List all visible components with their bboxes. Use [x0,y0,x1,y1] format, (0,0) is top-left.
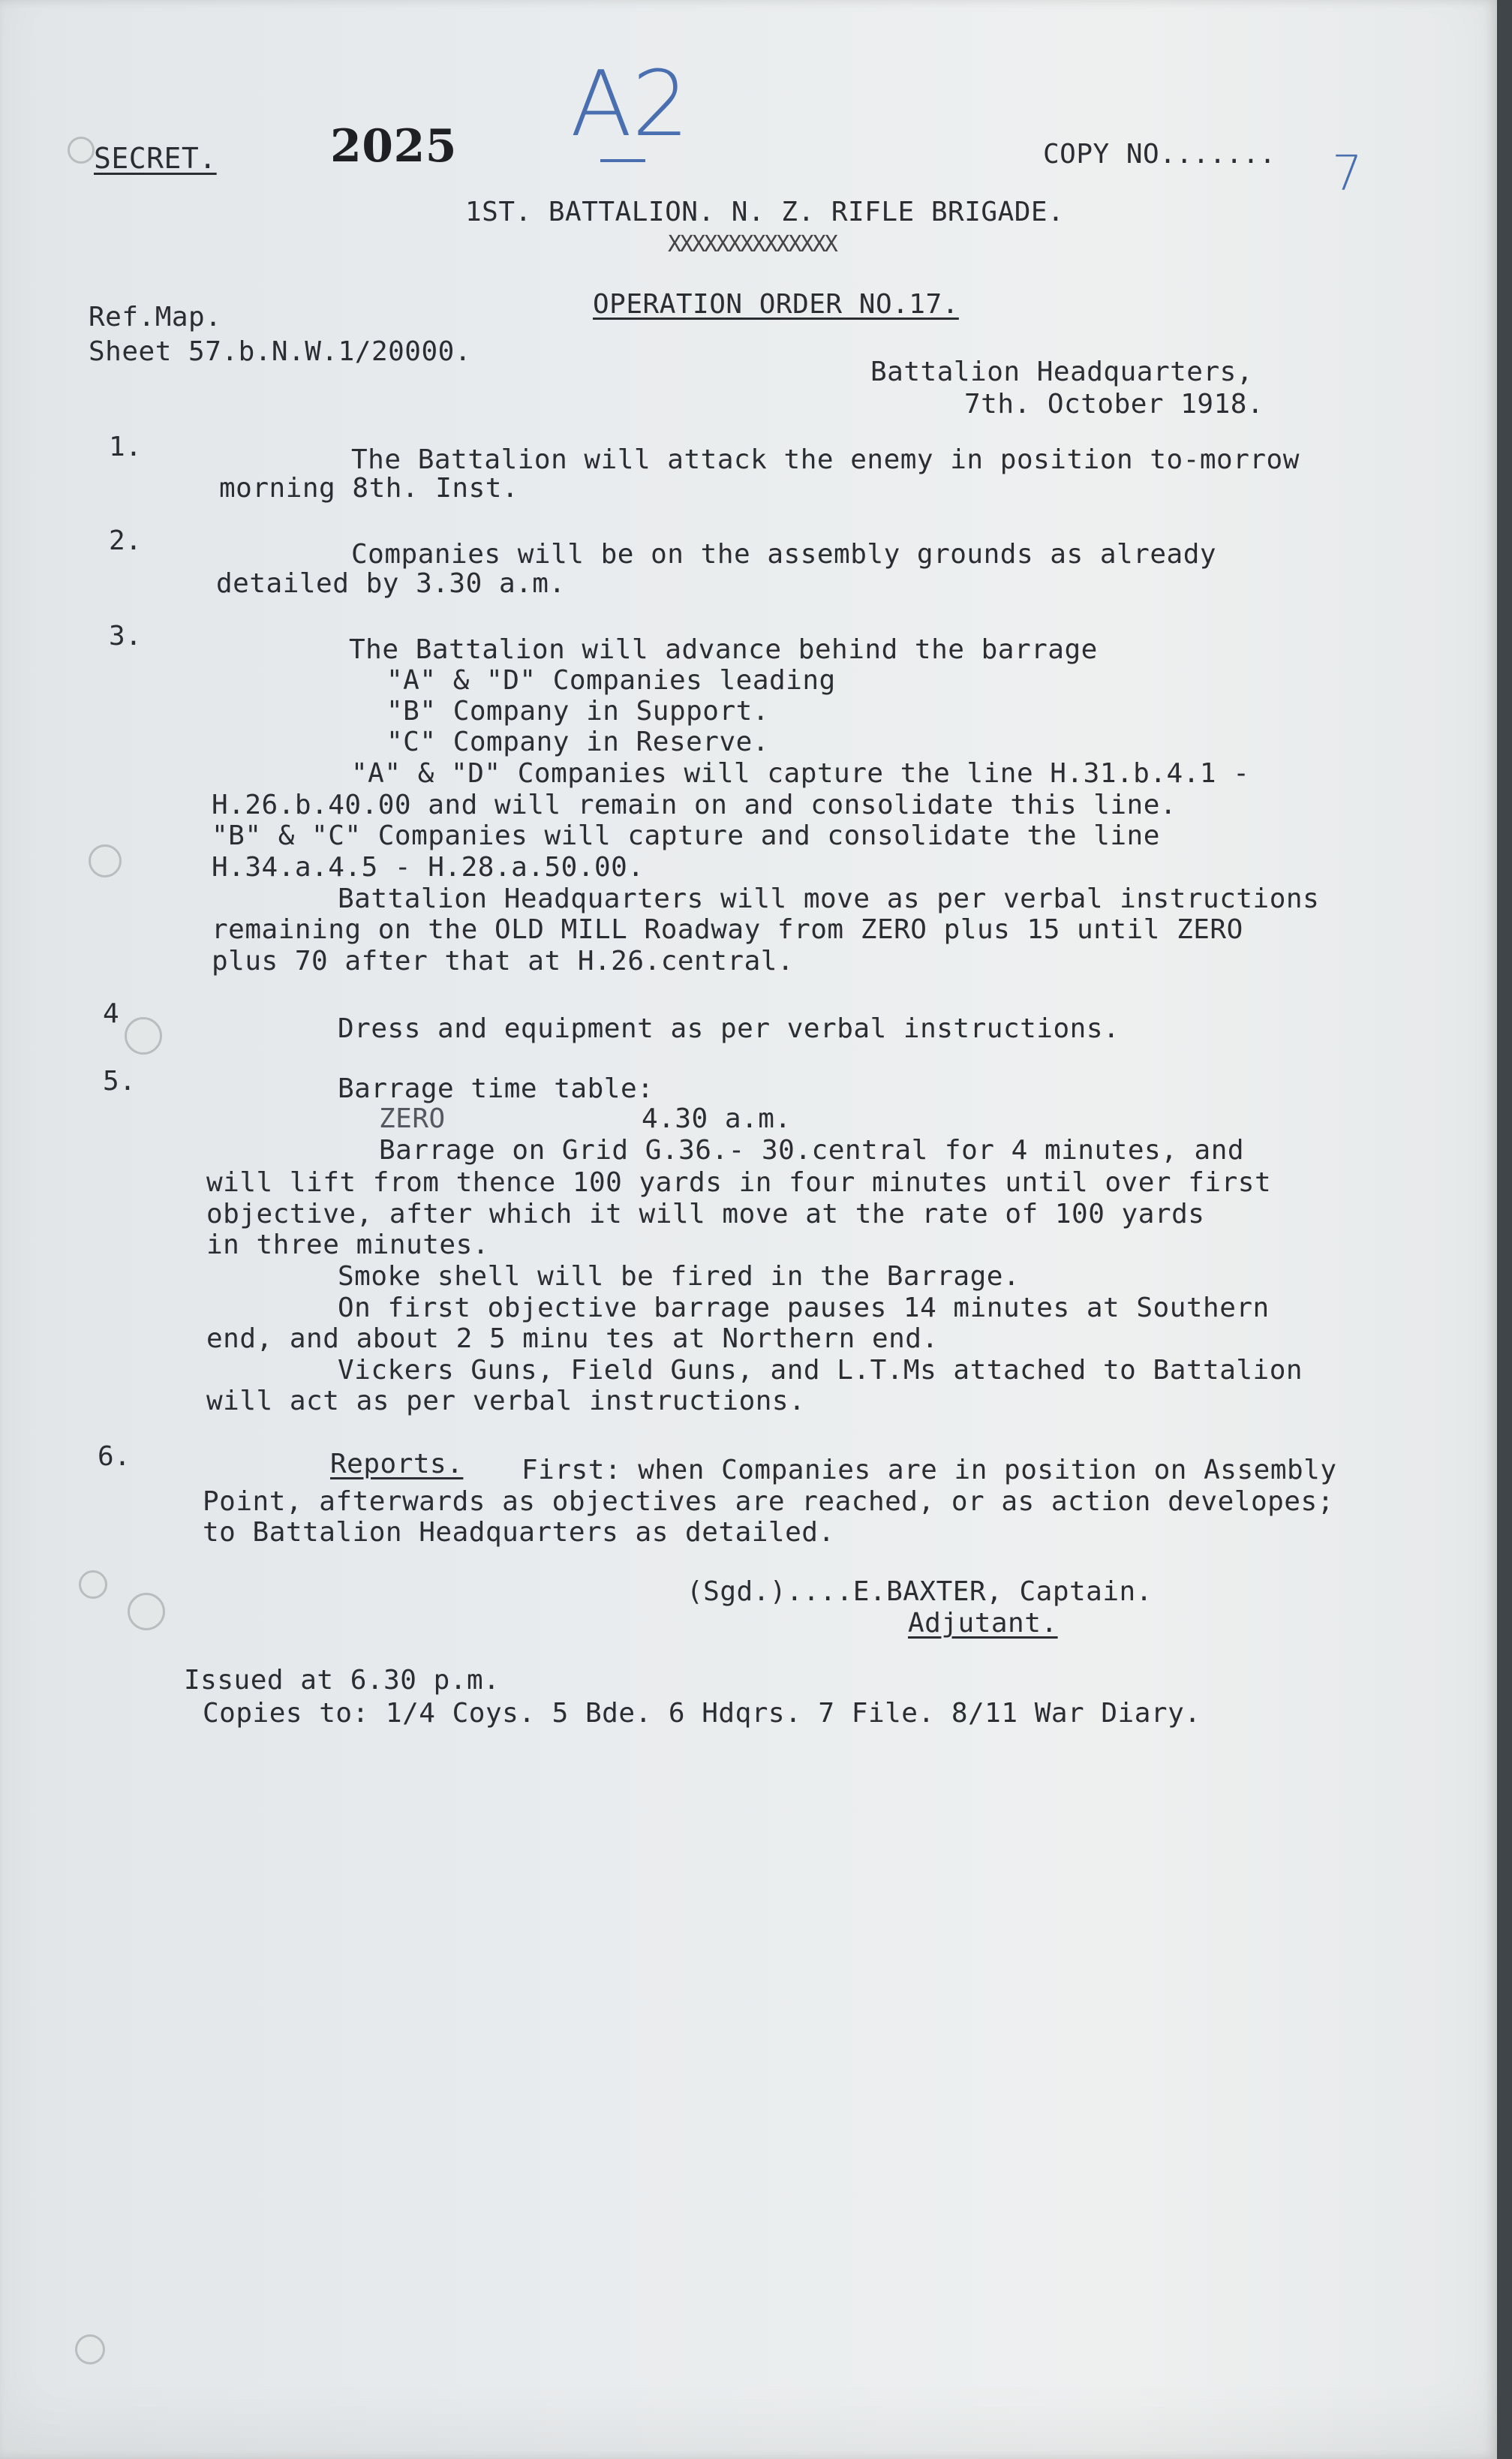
para-5-zero-label: ZERO [379,1103,446,1134]
para-3-line: "B" Company in Support. [386,696,769,727]
para-2-line: detailed by 3.30 a.m. [216,568,566,599]
para-3-line: "C" Company in Reserve. [386,727,769,757]
hq-location: Battalion Headquarters, [870,357,1253,387]
punch-hole-mark [79,1570,107,1599]
para-4-number: 4 [103,998,120,1029]
para-3-line: "A" & "D" Companies leading [386,665,836,696]
para-5-line: end, and about 2 5 minu tes at Northern end. [206,1323,939,1354]
para-5-line: will lift from thence 100 yards in four minutes until over first [206,1167,1272,1198]
para-3-number: 3. [109,621,143,652]
secret-label: SECRET. [94,142,217,175]
ref-map-sheet: Sheet 57.b.N.W.1/20000. [89,336,471,367]
document-number: 2025 [330,120,457,173]
ref-map-label: Ref.Map. [89,302,222,333]
order-date: 7th. October 1918. [964,389,1264,420]
unit-title: 1ST. BATTALION. N. Z. RIFLE BRIGADE. [465,197,1065,227]
punch-hole-mark [125,1017,162,1055]
para-5-line: On first objective barrage pauses 14 minutes at Southern [338,1293,1270,1323]
para-6-number: 6. [98,1441,131,1472]
para-5-line: Vickers Guns, Field Guns, and L.T.Ms attached to Battalion [338,1355,1303,1386]
para-6-line: Point, afterwards as objectives are reached, or as action developes; [203,1486,1334,1517]
para-5-line: in three minutes. [206,1230,489,1260]
copy-number-label: COPY NO....... [1043,139,1276,170]
para-5-line: will act as per verbal instructions. [206,1386,806,1416]
order-title: OPERATION ORDER NO.17. [593,289,959,320]
para-3-line: The Battalion will advance behind the barrage [349,634,1098,665]
para-3-line: "A" & "D" Companies will capture the line H.31.b.4.1 - [351,758,1250,789]
para-5-line: Smoke shell will be fired in the Barrage. [338,1261,1021,1292]
para-1-line: morning 8th. Inst. [219,473,519,504]
punch-hole-mark [89,844,122,877]
para-3-line: H.34.a.4.5 - H.28.a.50.00. [212,852,645,883]
para-6-heading: Reports. [330,1449,464,1479]
para-3-line: H.26.b.40.00 and will remain on and consolidate this line. [212,790,1177,820]
para-3-line: "B" & "C" Companies will capture and consolidate the line [212,820,1160,851]
issued-time: Issued at 6.30 p.m. [184,1665,500,1696]
handwritten-underline [600,159,645,162]
handwritten-copy-number: 7 [1332,146,1363,202]
para-3-line: Battalion Headquarters will move as per verbal instructions [338,883,1320,914]
para-3-line: remaining on the OLD MILL Roadway from ZERO plus 15 until ZERO [212,914,1243,945]
para-1-number: 1. [109,432,143,462]
para-2-number: 2. [109,525,143,556]
signature-line: (Sgd.)....E.BAXTER, Captain. [687,1576,1153,1607]
para-5-line: Barrage time table: [338,1073,654,1104]
punch-hole-mark [128,1593,165,1630]
punch-hole-mark [75,2334,105,2364]
para-6-line: to Battalion Headquarters as detailed. [203,1517,835,1548]
para-3-line: plus 70 after that at H.26.central. [212,946,795,977]
para-6-line: First: when Companies are in position on Assembly [522,1455,1337,1485]
distribution-list: Copies to: 1/4 Coys. 5 Bde. 6 Hdqrs. 7 File. 8/11 War Diary. [203,1698,1201,1729]
struck-out-line: XXXXXXXXXXXXXX [668,231,837,257]
punch-hole-mark [68,137,95,164]
para-2-line: Companies will be on the assembly grounds as already [351,539,1217,570]
signature-title: Adjutant. [908,1608,1058,1639]
para-5-number: 5. [103,1066,137,1097]
para-1-line: The Battalion will attack the enemy in position to-morrow [351,444,1300,475]
para-5-line: Barrage on Grid G.36.- 30.central for 4 minutes, and [379,1135,1245,1166]
para-4-line: Dress and equipment as per verbal instructions. [338,1013,1120,1044]
para-5-line: objective, after which it will move at the rate of 100 yards [206,1199,1205,1230]
handwritten-ref: A2 [570,53,690,157]
para-5-zero-time: 4.30 a.m. [642,1103,792,1134]
